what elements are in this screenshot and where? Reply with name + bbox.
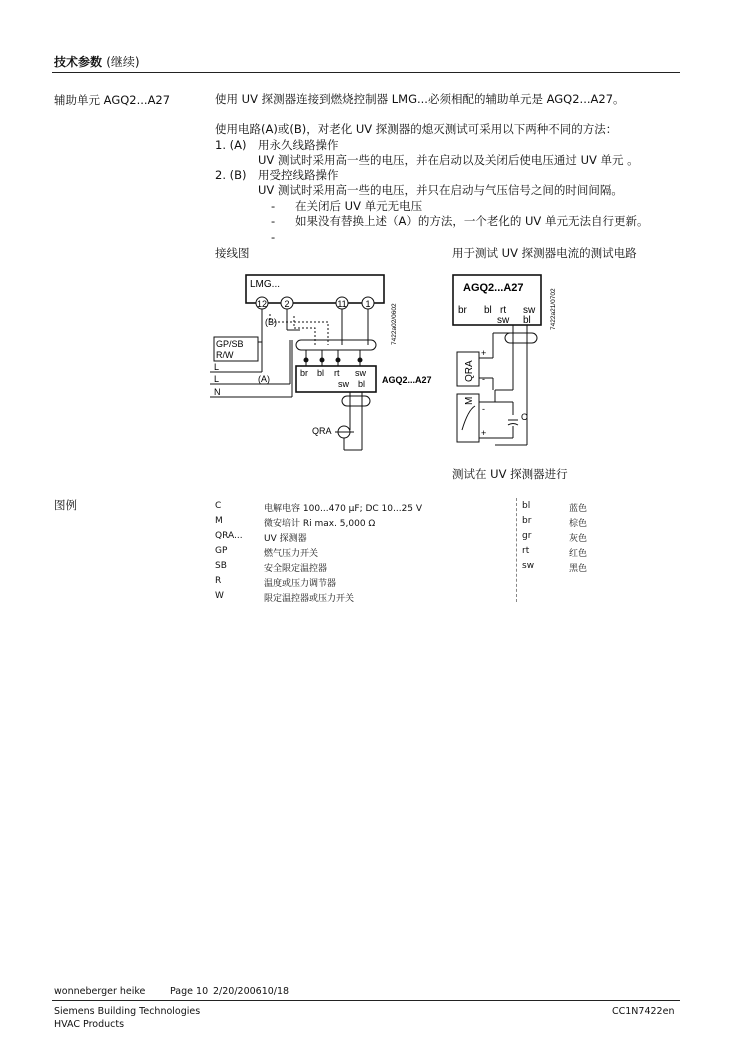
item-1-num: 1. (A) — [215, 138, 247, 152]
test-caption: 测试在 UV 探测器进行 — [452, 467, 568, 481]
item-2-title: 用受控线路操作 — [258, 168, 339, 182]
wire-label: rt — [334, 368, 340, 378]
legend-code: R — [215, 576, 222, 586]
footer-author: wonneberger heike — [54, 986, 146, 997]
section-label: 辅助单元 AGQ2...A27 — [54, 93, 171, 107]
wire-label: bl — [358, 379, 366, 389]
color-code: br — [522, 516, 532, 526]
c-label: C — [521, 412, 528, 422]
color-code: gr — [522, 531, 532, 541]
footer-company: Siemens Building Technologies — [54, 1006, 201, 1017]
bullet-dash: - — [271, 230, 276, 244]
footer-page: Page 10 — [170, 986, 209, 997]
color-desc: 棕色 — [569, 519, 588, 529]
item-2-desc: UV 测试时采用高一些的电压，并只在启动与气压信号之间的时间间隔。 — [258, 183, 623, 197]
right-diagram-caption: 用于测试 UV 探测器电流的测试电路 — [452, 246, 637, 260]
gp-label: GP/SB — [216, 339, 244, 349]
terminal-label: 11 — [337, 299, 347, 309]
item-1-desc: UV 测试时采用高一些的电压，并在启动以及关闭后使电压通过 UV 单元 。 — [258, 153, 639, 167]
footer-division: HVAC Products — [54, 1019, 125, 1030]
test-circuit-diagram — [445, 270, 565, 455]
bullet-dash: - — [271, 199, 276, 213]
terminal-label: 12 — [256, 299, 268, 309]
item-2-num: 2. (B) — [215, 168, 247, 182]
color-desc: 黑色 — [569, 564, 588, 574]
m-label: M — [464, 396, 475, 405]
wire-label: sw — [523, 305, 536, 316]
wire-label: sw — [338, 379, 349, 389]
footer-date: 2/20/200610/18 — [213, 986, 290, 997]
footer-rule — [52, 1000, 680, 1001]
plus-label: + — [481, 428, 487, 438]
color-code: sw — [522, 561, 535, 571]
wire-label: sw — [497, 315, 510, 326]
n-label: N — [214, 387, 221, 397]
wire-label: br — [300, 368, 309, 378]
a-label: (A) — [258, 374, 270, 384]
agq-label: AGQ2...A27 — [382, 375, 432, 385]
minus-label: - — [482, 374, 485, 384]
header-rule — [52, 72, 680, 73]
legend-code: C — [215, 501, 222, 511]
wire-label: bl — [484, 305, 492, 316]
b-label: (B) — [265, 317, 277, 327]
legend-code: GP — [215, 546, 228, 556]
wire-label: sw — [355, 368, 366, 378]
legend-desc: 安全限定温控器 — [264, 564, 328, 574]
color-code: rt — [522, 546, 530, 556]
qra-label: QRA — [312, 426, 332, 436]
wire-label: br — [458, 305, 467, 316]
legend-label: 图例 — [54, 498, 77, 512]
l1-label: L — [214, 362, 220, 372]
bullet-2: 如果没有替换上述（A）的方法，一个老化的 UV 单元无法自行更新。 — [295, 214, 649, 228]
legend-code: W — [215, 591, 224, 601]
wiring-diagram — [210, 270, 432, 455]
legend-code: M — [215, 516, 223, 526]
diagram-code: 7422a02/0602 — [391, 303, 398, 345]
legend-desc: 微安培计 Ri max. 5,000 Ω — [264, 519, 376, 529]
lmg-label: LMG... — [250, 279, 281, 290]
diagram-code: 7422a21/0702 — [550, 288, 557, 330]
l2-label: L — [214, 374, 220, 384]
legend-desc: 限定温控器或压力开关 — [264, 594, 355, 604]
legend-desc: UV 探测器 — [264, 534, 307, 544]
legend-code: QRA... — [215, 531, 243, 541]
page-title-text: 技术参数 — [54, 55, 103, 69]
minus-label: - — [482, 404, 485, 414]
page-title — [54, 53, 140, 70]
plus-label: + — [481, 348, 487, 358]
legend-divider — [516, 498, 517, 602]
page-title-suffix: (继续) — [106, 55, 140, 69]
bullet-1: 在关闭后 UV 单元无电压 — [295, 199, 423, 213]
footer-doc-code: CC1N7422en — [612, 1006, 675, 1017]
color-code: bl — [522, 501, 531, 511]
rw-label: R/W — [216, 350, 234, 360]
wire-label: bl — [317, 368, 325, 378]
legend-desc: 燃气压力开关 — [264, 549, 319, 559]
wire-label: rt — [500, 305, 507, 316]
color-desc: 红色 — [569, 549, 588, 559]
color-desc: 蓝色 — [569, 504, 588, 514]
legend-desc: 温度或压力调节器 — [264, 579, 337, 589]
legend-desc: 电解电容 100...470 µF; DC 10...25 V — [264, 504, 423, 514]
terminal-label: 2 — [284, 299, 290, 309]
wire-label: bl — [523, 315, 531, 326]
methods-intro: 使用电路(A)或(B)，对老化 UV 探测器的熄灭测试可采用以下两种不同的方法： — [215, 122, 618, 136]
terminal-label: 1 — [365, 299, 371, 309]
bullet-dash: - — [271, 214, 276, 228]
left-diagram-caption: 接线图 — [215, 246, 250, 260]
qra-label: QRA — [464, 360, 475, 382]
color-desc: 灰色 — [569, 534, 588, 544]
section-intro: 使用 UV 探测器连接到燃烧控制器 LMG...必须相配的辅助单元是 AGQ2...A27。 — [215, 92, 625, 106]
legend-code: SB — [215, 561, 227, 571]
item-1-title: 用永久线路操作 — [258, 138, 339, 152]
agq-label: AGQ2...A27 — [463, 282, 524, 294]
